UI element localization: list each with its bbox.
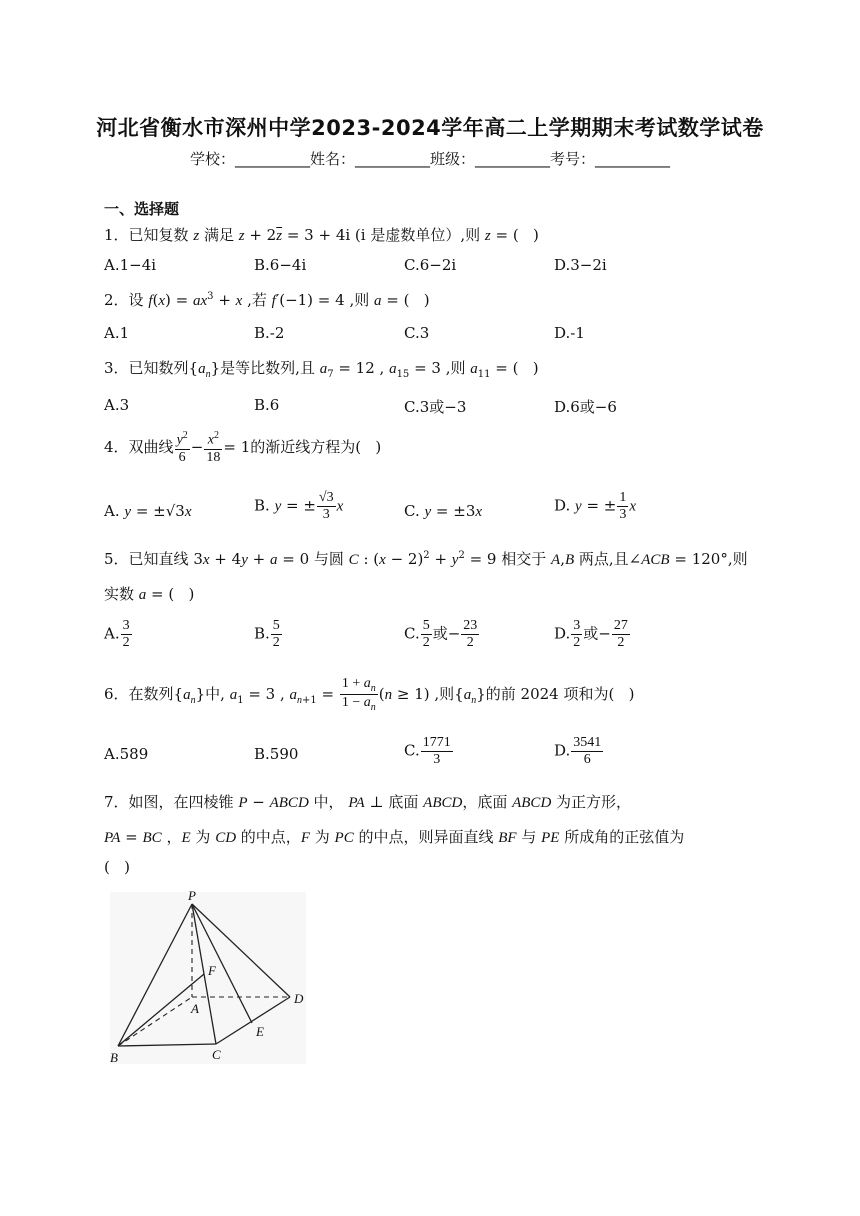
question-5: 5．已知直线 3x + 4y + a = 0 与圆 C : $(x - 2)^2 + y^2 = 9$ 相交于 A,B 两点,且∠ACB = 120°,则 bbox=[104, 550, 748, 568]
question-2: 2．设 $f(x) = ax^3 + x$ ,若 f′(−1) = 4 ,则 a = ( ) bbox=[104, 291, 430, 309]
question-3: 3．已知数列$\{a_n\}$是等比数列,且 $a_7 = 12$ , $a_{15} = 3$ ,则 $a_{11}$ = ( ) bbox=[104, 359, 539, 380]
question-number: 3． bbox=[104, 359, 129, 377]
option-a: A.1 bbox=[104, 324, 130, 342]
option-c: C.3或−3 bbox=[404, 398, 467, 416]
option-c: C. y = ±3x bbox=[404, 502, 483, 520]
option-b: B.6 bbox=[254, 396, 280, 414]
student-info-line: 学校：__________姓名：__________班级：__________考号：__________ bbox=[189, 150, 670, 168]
option-d: D.3−2i bbox=[554, 256, 607, 274]
option-b: B.590 bbox=[254, 745, 299, 763]
label-f: F bbox=[208, 963, 216, 978]
option-c: C. $\frac{1771}{3}$ bbox=[404, 735, 451, 768]
figure-background bbox=[110, 892, 306, 1064]
option-a: A. y = ±√3x bbox=[104, 502, 192, 520]
option-d: D. $\frac{3541}{6}$ bbox=[554, 735, 602, 768]
question-4: 4．双曲线 $\frac{y^2}{6}$ − $\frac{x^2}{18}$ = 1的渐近线方程为( ) bbox=[104, 430, 382, 465]
question-5-continued: 实数 a = ( ) bbox=[104, 585, 195, 603]
question-number: 2． bbox=[104, 291, 129, 309]
label-p: P bbox=[188, 888, 196, 903]
option-d: D. $\frac{3}{2}$ 或− $\frac{27}{2}$ bbox=[554, 618, 628, 651]
option-a: A.589 bbox=[104, 745, 149, 763]
option-a: A.3 bbox=[104, 396, 130, 414]
label-c: C bbox=[212, 1047, 221, 1062]
question-6: 6．在数列$\{a_n\}$中, $a_1 = 3$ , $a_{n+1}$ = $\frac{1 + a_n}{1 - a_n}$ (n ≥ 1) ,则$\{a_n\}$的前 2024 项和为( ) bbox=[104, 676, 635, 714]
question-7-answer-blank: ( ) bbox=[104, 858, 131, 876]
option-d: D.-1 bbox=[554, 324, 585, 342]
question-7: 7．如图，在四棱锥 P − ABCD 中， PA ⊥ 底面 ABCD，底面 ABCD 为正方形， bbox=[104, 793, 632, 811]
question-1: 1．已知复数 z 满足 $z + 2\overline{z} = 3 + 4i$ (i 是虚数单位）,则 z = ( ) bbox=[104, 226, 539, 244]
label-d: D bbox=[294, 991, 304, 1006]
option-b: B.-2 bbox=[254, 324, 285, 342]
option-b: B.6−4i bbox=[254, 256, 307, 274]
label-a: A bbox=[191, 1001, 199, 1016]
question-number: 6． bbox=[104, 684, 129, 703]
option-a: A. $\frac{3}{2}$ bbox=[104, 618, 130, 651]
pyramid-figure bbox=[104, 886, 314, 1071]
label-b: B bbox=[110, 1050, 118, 1065]
option-d: D.6或−6 bbox=[554, 398, 617, 416]
question-number: 5． bbox=[104, 550, 129, 568]
section-heading: 一、选择题 bbox=[104, 200, 180, 218]
exam-title: 河北省衡水市深州中学2023-2024学年高二上学期期末考试数学试卷 bbox=[96, 116, 764, 140]
question-number: 7． bbox=[104, 793, 129, 811]
question-7-continued: PA = BC ，E 为 CD 的中点，F 为 PC 的中点，则异面直线 BF 与 PE 所成角的正弦值为 bbox=[104, 828, 685, 846]
option-c: C.3 bbox=[404, 324, 430, 342]
option-c: C. $\frac{5}{2}$ 或− $\frac{23}{2}$ bbox=[404, 618, 478, 651]
question-number: 1． bbox=[104, 226, 129, 244]
question-number: 4． bbox=[104, 437, 129, 456]
label-e: E bbox=[256, 1024, 264, 1039]
option-d: D. y = ± $\frac{1}{3}$ x bbox=[554, 490, 637, 523]
option-b: B. y = ± $\frac{√3}{3}$ x bbox=[254, 490, 344, 523]
option-c: C.6−2i bbox=[404, 256, 457, 274]
option-a: A.1−4i bbox=[104, 256, 157, 274]
option-b: B. $\frac{5}{2}$ bbox=[254, 618, 280, 651]
